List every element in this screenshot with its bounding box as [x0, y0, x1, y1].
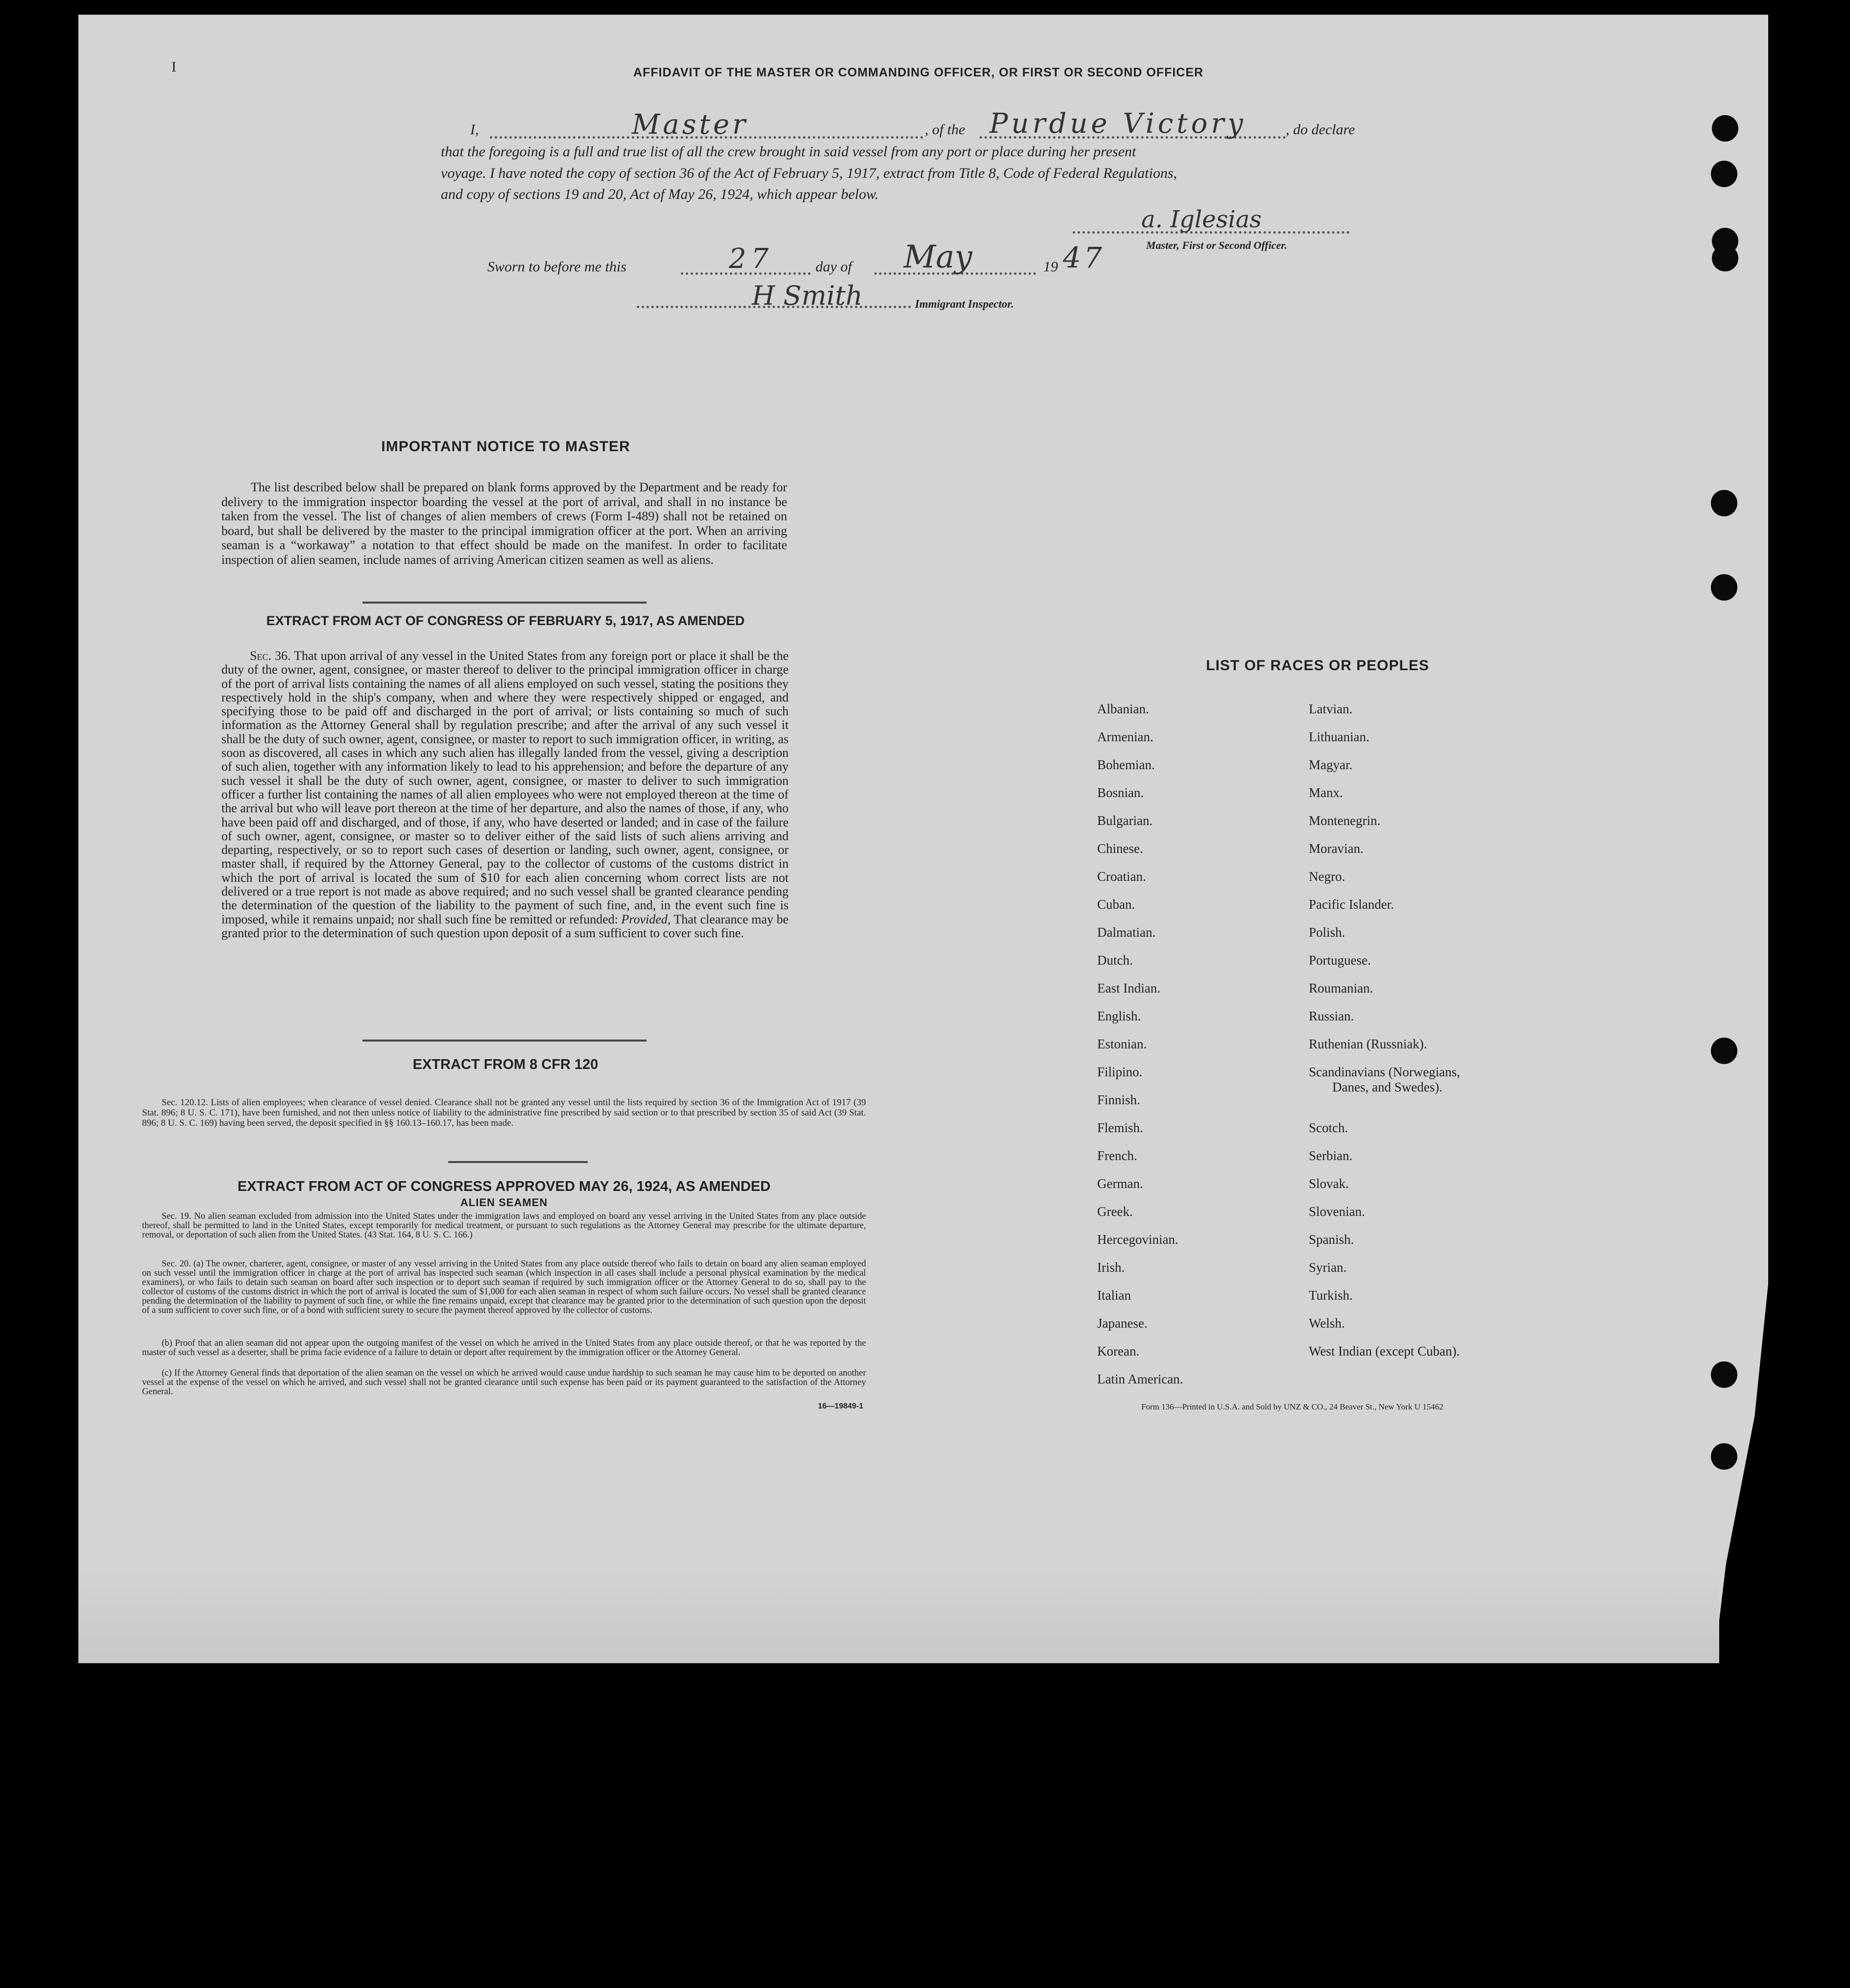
paper-bottom	[78, 1568, 1719, 1663]
race-item: French.	[1097, 1148, 1137, 1163]
race-item: English.	[1097, 1009, 1141, 1023]
race-item: Portuguese.	[1309, 953, 1371, 968]
race-item: Lithuanian.	[1309, 729, 1369, 744]
race-item: Latin American.	[1097, 1372, 1183, 1386]
year-prefix: 19	[1043, 259, 1058, 275]
of-the-label: , of the	[925, 121, 965, 138]
divider	[362, 1040, 647, 1042]
sworn-prefix: Sworn to before me this	[487, 259, 626, 275]
punch-hole	[1711, 574, 1737, 601]
inspector-caption: Immigrant Inspector.	[915, 298, 1014, 310]
affidavit-heading: AFFIDAVIT OF THE MASTER OR COMMANDING OFFICER, OR FIRST OR SECOND OFFICER	[633, 66, 1204, 79]
race-item: Pacific Islander.	[1309, 897, 1394, 912]
race-item: Estonian.	[1097, 1037, 1147, 1051]
race-item: Magyar.	[1309, 757, 1353, 772]
alien-seamen-subheading: ALIEN SEAMEN	[460, 1196, 548, 1209]
form-code: 16—19849-1	[818, 1402, 864, 1410]
provided-word: Provided,	[621, 912, 671, 926]
race-item: Slovak.	[1309, 1176, 1349, 1191]
punch-hole	[1711, 490, 1737, 516]
cfr-heading: EXTRACT FROM 8 CFR 120	[412, 1057, 599, 1072]
race-item: Armenian.	[1097, 729, 1153, 744]
affidavit-line4: and copy of sections 19 and 20, Act of May 26, 1924, which appear below.	[441, 186, 879, 202]
affidavit-i: I,	[470, 121, 479, 138]
race-item: Scotch.	[1309, 1120, 1348, 1135]
race-item: Manx.	[1309, 785, 1343, 800]
race-item: Negro.	[1309, 869, 1345, 884]
race-item: Bosnian.	[1097, 785, 1144, 800]
affidavit-line3: voyage. I have noted the copy of section 36 of the Act of February 5, 1917, extract from Title 8, Code of Federal Regulations,	[441, 165, 1177, 181]
race-item: Filipino.	[1097, 1065, 1143, 1079]
cfr-body: Sec. 120.12. Lists of alien employees; when clearance of vessel denied. Clearance shall not be granted any vessel until the lists required by section 36 of the Immigration Act of 1917 (39 Stat. 896; 8 U. S. C. 171), have been furnished, and not then unless notice of liability to the administrative fine prescribed by said section or to that prescribed by section 35 of said Act (39 Stat. 896; 8 U. S. C. 169) having been served, the deposit specified in §§ 160.13–160.17, has been made.	[142, 1097, 866, 1128]
notice-heading: IMPORTANT NOTICE TO MASTER	[381, 438, 630, 455]
sworn-day: 27	[729, 243, 774, 275]
corner-mark: I	[171, 59, 176, 75]
race-item: Ruthenian (Russniak).	[1309, 1037, 1427, 1051]
punch-hole	[1712, 115, 1738, 142]
do-declare-label: , do declare	[1286, 121, 1355, 138]
race-item: Italian	[1097, 1288, 1131, 1303]
race-item: Japanese.	[1097, 1316, 1148, 1331]
race-item: Hercegovinian.	[1097, 1232, 1178, 1247]
punch-hole	[1711, 1361, 1737, 1388]
race-item: Syrian.	[1309, 1260, 1347, 1275]
race-item: Irish.	[1097, 1260, 1125, 1275]
master-caption: Master, First or Second Officer.	[1146, 239, 1288, 251]
printer-footer: Form 136—Printed in U.S.A. and Sold by UNZ & CO., 24 Beaver St., New York U 15462	[1141, 1402, 1443, 1411]
race-item: Chinese.	[1097, 841, 1143, 856]
punch-hole	[1711, 161, 1737, 187]
race-item: Bohemian.	[1097, 757, 1155, 772]
race-item: East Indian.	[1097, 981, 1160, 995]
race-item: Albanian.	[1097, 702, 1149, 716]
race-item: Spanish.	[1309, 1232, 1354, 1247]
race-item: Turkish.	[1309, 1288, 1353, 1303]
day-of-label: day of	[816, 259, 852, 275]
notice-body: The list described below shall be prepared on blank forms approved by the Department and be ready for delivery to the immigration inspector boarding the vessel at the port of arrival, and shall in no instance be taken from the vessel. The list of changes of alien members of crews (Form I-489) shall not be retained on board, but shall be delivered by the master to the principal immigration officer at the port. When an arriving seaman is a “workaway” a notation to that effect should be made on the manifest. In order to facilitate inspection of alien seamen, include names of arriving American citizen seamen as well as aliens.	[221, 480, 787, 567]
race-item: Flemish.	[1097, 1120, 1143, 1135]
rank-handwritten: Master	[632, 109, 748, 141]
race-item: Polish.	[1309, 925, 1345, 940]
race-item: German.	[1097, 1176, 1143, 1191]
sec-36-label: Sec. 36.	[250, 649, 291, 663]
punch-hole	[1712, 245, 1738, 271]
race-item: Dutch.	[1097, 953, 1133, 968]
race-item: Croatian.	[1097, 869, 1146, 884]
race-item: Finnish.	[1097, 1092, 1140, 1107]
race-item: Korean.	[1097, 1344, 1140, 1358]
sec-19-text: Sec. 19. No alien seaman excluded from admission into the United States under the immigration laws and employed on board any vessel arriving in the United States from any place outside thereof, shall be permitted to land in the United States, except temporarily for medical treatment, or pursuant to such regulations as the Attorney General may prescribe for the ultimate departure, removal, or deportation of such alien from the United States. (43 Stat. 164, 8 U. S. C. 166.)	[142, 1212, 866, 1240]
race-item: West Indian (except Cuban).	[1309, 1344, 1460, 1358]
extract-1917-heading: EXTRACT FROM ACT OF CONGRESS OF FEBRUARY 5, 1917, AS AMENDED	[266, 613, 745, 628]
sec-20b-text: (b) Proof that an alien seaman did not appear upon the outgoing manifest of the vessel on which he arrived in the United States from any place outside thereof, or that he was reported by the master of such vessel as a deserter, shall be prima facie evidence of a failure to detain or deport after requirement by the immigration officer or the Attorney General.	[142, 1338, 866, 1358]
race-item: Montenegrin.	[1309, 813, 1381, 828]
extract-1924-heading: EXTRACT FROM ACT OF CONGRESS APPROVED MAY 26, 1924, AS AMENDED	[237, 1179, 771, 1194]
sec-20c-text: (c) If the Attorney General finds that deportation of the alien seaman on the vessel on which he arrived would cause undue hardship to such seaman he may cause him to be deported on another vessel at the expense of the vessel on which he arrived, and such vessel shall not be granted clearance until such expense has been paid or its payment guaranteed to the satisfaction of the Attorney General.	[142, 1368, 866, 1397]
sec-36-text: That upon arrival of any vessel in the United States from any foreign port or place it shall be the duty of the owner, agent, consignee, or master thereof to deliver to the principal immigration officer in charge of the port of arrival lists containing the names of all aliens employed on such vessel, stating the positions they respectively hold in the ship's company, when and where they were respectively shipped or engaged, and specifying those to be paid off and discharged in the port of arrival; or lists containing so much of such information as the Attorney General shall by regulation prescribe; and after the arrival of any such vessel it shall be the duty of such owner, agent, consignee, or master to report to such immigration officer, in writing, as soon as discovered, all cases in which any such alien has illegally landed from the vessel, giving a description of such alien, together with any information likely to lead to his apprehension; and before the departure of any such vessel it shall be the duty of such owner, agent, consignee, or master to deliver to such immigration officer a further list containing the names of all alien employees who were not employed thereon at the time of the arrival but who will leave port thereon at the time of her departure, and also the names of those, if any, who have been paid off and discharged, and of those, if any, who have deserted or landed; and in case of the failure of such owner, agent, consignee, or master so to deliver either of the said lists of such aliens arriving and departing, respectively, or so to report such cases of desertion or landing, such owner, agent, consignee, or master shall, if required by the Attorney General, pay to the collector of customs of the customs district in which the port of arrival is located the sum of $10 for each alien concerning whom correct lists are not delivered or a true report is not made as above required; and no such vessel shall be granted clearance pending the determination of the question of the liability to the payment of such fine, and, in the event such fine is imposed, while it remains unpaid; nor shall such fine be remitted or refunded:	[221, 649, 789, 926]
divider	[448, 1161, 588, 1163]
vessel-handwritten: Purdue Victory	[989, 108, 1247, 140]
race-item: Slovenian.	[1309, 1204, 1365, 1219]
race-item: Moravian.	[1309, 841, 1364, 856]
punch-hole	[1711, 1443, 1737, 1470]
sworn-year: 47	[1063, 241, 1105, 274]
affidavit-line2: that the foregoing is a full and true list of all the crew brought in said vessel from any port or place during her present	[441, 144, 1136, 160]
extract-1917-body	[221, 649, 789, 940]
race-item: Cuban.	[1097, 897, 1135, 912]
sec-36-text-end: That clearance may be granted prior to the determination of such question upon deposit of a sum sufficient to cover such fine.	[221, 912, 789, 940]
race-item: Russian.	[1309, 1009, 1354, 1023]
inspector-signature: H Smith	[752, 280, 863, 311]
punch-hole	[1711, 1038, 1737, 1064]
race-item: Serbian.	[1309, 1148, 1353, 1163]
race-item: Dalmatian.	[1097, 925, 1156, 940]
races-heading: LIST OF RACES OR PEOPLES	[1206, 657, 1429, 674]
race-item: Scandinavians (Norwegians,	[1309, 1065, 1460, 1079]
race-item: Latvian.	[1309, 702, 1353, 716]
sec-20a-text: Sec. 20. (a) The owner, charterer, agent, consignee, or master of any vessel arriving in the United States from any place outside thereof who fails to detain on board any alien seaman employed on such vessel until the immigration officer in charge at the port of arrival has inspected such seaman (which inspection in all cases shall include a personal physical examination by the medical examiners), or who fails to detain such seaman on board after such inspection or to deport such seaman if required by such immigration officer or the Attorney General to do so, shall pay to the collector of customs of the customs district in which the port of arrival is located the sum of $1,000 for each alien seaman in respect of whom such failure occurs. No vessel shall be granted clearance pending the determination of the liability to payment of such fine, or while the fine remains unpaid, except that clearance may be granted prior to the determination of such question upon the deposit of a sum sufficient to cover such fine, or of a bond with sufficient surety to secure the payment thereof approved by the collector of customs.	[142, 1259, 866, 1315]
races-left-column	[1097, 702, 1293, 1400]
race-item: Greek.	[1097, 1204, 1133, 1219]
divider	[362, 602, 647, 604]
races-right-column	[1309, 702, 1554, 1372]
race-item: Roumanian.	[1309, 981, 1373, 995]
race-item: Bulgarian.	[1097, 813, 1153, 828]
master-signature: a. Iglesias	[1141, 206, 1262, 233]
sworn-month: May	[904, 239, 972, 275]
race-item: Danes, and Swedes).	[1332, 1080, 1442, 1094]
race-item: Welsh.	[1309, 1316, 1345, 1331]
